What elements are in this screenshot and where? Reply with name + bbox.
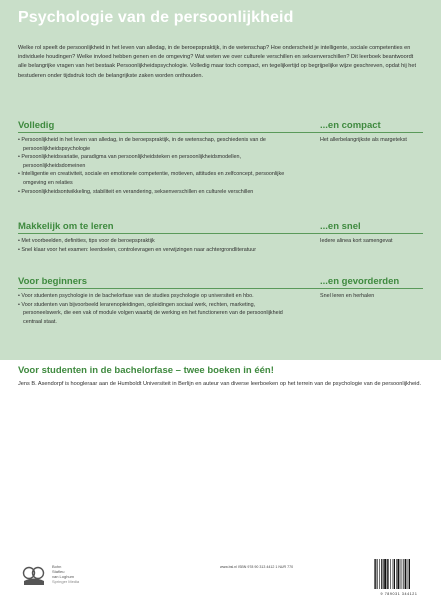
section-subtitle: ...en gevorderden (320, 276, 400, 287)
intro-paragraph: Welke rol speelt de persoonlijkheid in het leven van alledag, in de beroepspraktijk, in de wetenschap? Hoe onderscheid je intelligente, sociale competenties en individuele houdingen? Welke invloed hebben genen en de omgeving? Wat weten we over culturele verschillen en seksenverschillen? Dit leerboek beantwoordt alle belangrijke vragen van het bestaak Persoonlijkheidspsychologie. Volledig maar toch compact, en tegelijkertijd op begrijpelijke wijze geschreven, opdat hij het bestuderen onder tijdsdruk toch de belangrijkste zaken worden onthouden. (18, 45, 417, 79)
author-bio: Jens B. Asendorpf is hoogleraar aan de Humboldt Universiteit in Berlijn en auteur van diverse leerboeken op het terrein van de psychologie van de persoonlijkheid. (18, 381, 421, 387)
section-list (18, 292, 293, 326)
section-title: Makkelijk om te leren (18, 221, 114, 232)
list-item: • Intelligentie en creativiteit, sociale en emotionele competentie, motieven, attitudes en zelfconcept, persoonlijke omgeving en relaties (18, 170, 293, 187)
section-beginners (18, 274, 423, 325)
isbn-line: www.bsl.nl ISBN 978 90 313 4412 1 NUR 770 (220, 565, 294, 569)
list-item: • Met voorbeelden, definities, tips voor de beroepspraktijk (18, 237, 293, 246)
section-subtitle: ...en compact (320, 120, 381, 131)
list-item: • Voor studenten van bijvoorbeeld lerarenopleidingen, opleidingen sociaal werk, rechten, marketing, personeelswerk, die een vak of module volgen waarbij de werking en het functioneren van de persoonlijkheid centraal staat. (18, 301, 293, 327)
margin-note: Het allerbelangrijkste als margetekst (320, 137, 407, 143)
publisher-name: Bohn Stafleu van Loghum Springer Media (52, 564, 80, 584)
list-item: • Snel klaar voor het examen: leerdoelen, controlevragen en verwijzingen naar achtergrondliteratuur (18, 246, 293, 255)
barcode-number: 9 789031 344121 (380, 592, 418, 596)
list-item: • Voor studenten psychologie in de bachelorfase van de studies psychologie op universiteit en hbo. (18, 292, 293, 301)
page-title: Psychologie van de persoonlijkheid (18, 9, 294, 26)
section-subtitle: ...en snel (320, 221, 361, 232)
section-title: Voor beginners (18, 276, 87, 287)
publisher-logo-icon (20, 564, 48, 590)
bachelor-heading: Voor studenten in de bachelorfase – twee boeken in één! (18, 365, 274, 376)
list-item: • Persoonlijkheidsontwikkeling, stabiliteit en verandering, seksenverschillen en culturele verschillen (18, 188, 293, 197)
margin-note: Snel leren en herhalen (320, 293, 375, 299)
section-list (18, 136, 293, 196)
section-makkelijk (18, 219, 423, 253)
barcode-icon (371, 556, 427, 592)
margin-note: Iedere alinea kort samengevat (320, 238, 393, 244)
list-item: • Persoonlijkheid in het leven van alledag, in de beroepspraktijk, in de wetenschap, geschiedenis van de persoonlijkheidspsychologie (18, 136, 293, 153)
section-list (18, 237, 293, 254)
section-volledig (18, 118, 423, 195)
section-title: Volledig (18, 120, 55, 131)
list-item: • Persoonlijkheidsvariatie, paradigma van persoonlijkheidsteken en persoonlijkheidsmodellen, persoonlijkheidsdomeinen (18, 153, 293, 170)
